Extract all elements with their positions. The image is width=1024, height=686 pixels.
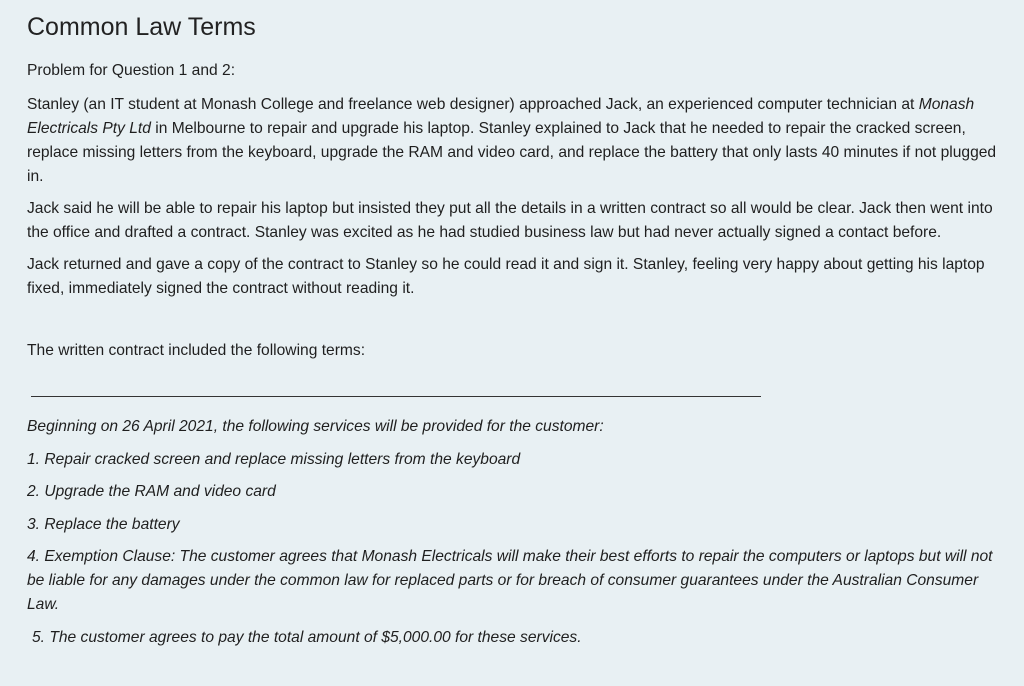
- paragraph-1: [27, 93, 1004, 189]
- divider-line: [31, 386, 761, 397]
- contract-intro: The written contract included the following terms:: [27, 342, 366, 359]
- term-item: 3. Replace the battery: [27, 515, 180, 533]
- spacer: [27, 309, 1004, 339]
- paragraph-1-part-1: Stanley (an IT student at Monash College and freelance web designer) approached Jack, an experienced computer technician at: [27, 96, 919, 113]
- company-name: Monash Electricals Pty Ltd: [27, 96, 975, 137]
- problem-subheading: Problem for Question 1 and 2:: [27, 62, 236, 79]
- term-item: 2. Upgrade the RAM and video card: [27, 483, 276, 500]
- contract-terms: [27, 415, 1004, 650]
- term-item: 1. Repair cracked screen and replace missing letters from the keyboard: [27, 450, 521, 468]
- term-item: 5. The customer agrees to pay the total amount of $5,000.00 for these services.: [32, 628, 582, 646]
- terms-intro: Beginning on 26 April 2021, the following services will be provided for the customer:: [27, 418, 604, 435]
- paragraph-2: Jack said he will be able to repair his laptop but insisted they put all the details in a written contract so all would be clear. Jack then went into the office and drafted a contract. Stanley was excited as he had studied business law but had never actually signed a contact before.: [27, 200, 993, 241]
- term-item: 4. Exemption Clause: The customer agrees that Monash Electricals will make their best efforts to repair the computers or laptops but will not be liable for any damages under the common law for replaced parts or for breach of consumer guarantees under the Australian Consumer Law.: [27, 548, 993, 613]
- page-title: Common Law Terms: [27, 13, 256, 41]
- paragraph-3: Jack returned and gave a copy of the contract to Stanley so he could read it and sign it. Stanley, feeling very happy about getting his laptop fixed, immediately signed the contract without reading it.: [27, 256, 985, 297]
- paragraph-1-part-2: in Melbourne to repair and upgrade his laptop. Stanley explained to Jack that he needed to repair the cracked screen, replace missing letters from the keyboard, upgrade the RAM and video card, and replace the battery that only lasts 40 minutes if not plugged in.: [27, 120, 997, 185]
